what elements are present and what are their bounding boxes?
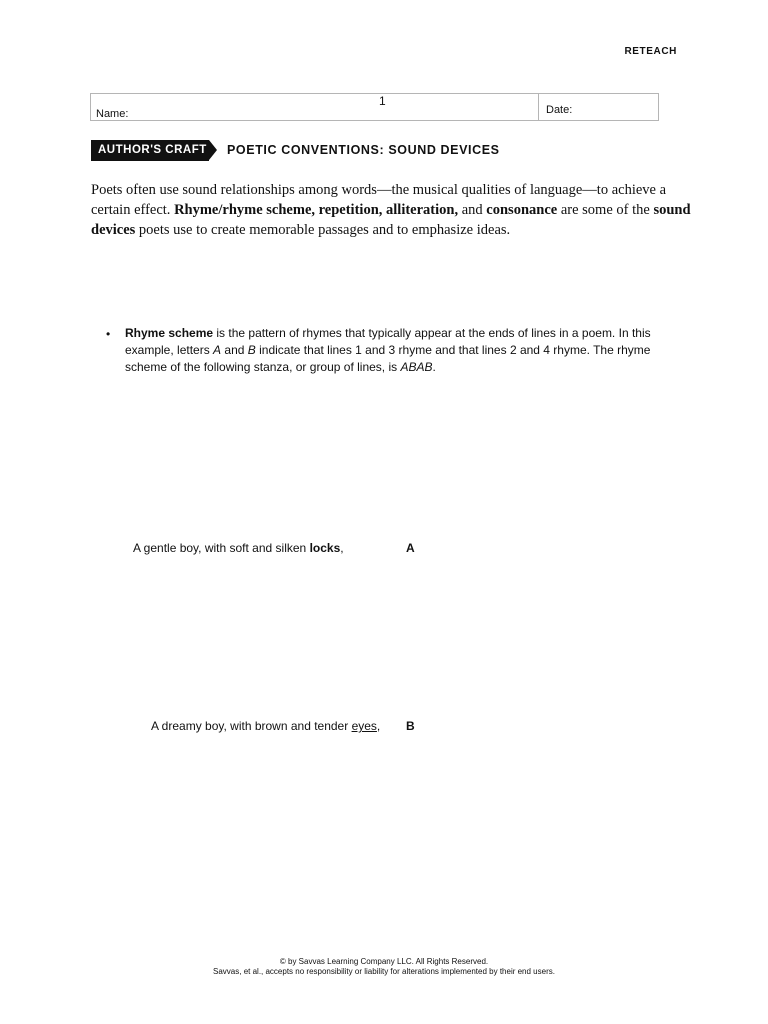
bullet-marker: • xyxy=(106,327,111,341)
stanza-line-2-text: A dreamy boy, with brown and tender xyxy=(151,719,352,733)
stanza-line-2-rhyme-word: eyes xyxy=(351,719,377,733)
intro-text-1: Poets often use sound relationships among words—the musical qualities of language—to achieve a certain effect. xyxy=(91,182,667,218)
rhyme-label-b: B xyxy=(406,719,415,733)
page-number: 1 xyxy=(379,94,386,108)
section-title: POETIC CONVENTIONS: SOUND DEVICES xyxy=(227,143,500,157)
intro-text-4: poets use to create memorable passages and to emphasize ideas. xyxy=(135,222,511,238)
name-date-header xyxy=(90,93,659,121)
stanza-line-2 xyxy=(151,719,380,733)
intro-text-2: and xyxy=(458,202,487,218)
bullet-text-4: . xyxy=(432,360,436,374)
stanza-line-1-text: A gentle boy, with soft and silken xyxy=(133,541,310,555)
stanza-line-2-punct: , xyxy=(376,719,381,733)
bullet-letter-a: A xyxy=(213,343,222,357)
reteach-label: RETEACH xyxy=(624,46,677,57)
copyright-line: © by Savvas Learning Company LLC. All Rights Reserved. xyxy=(279,957,489,966)
date-label: Date: xyxy=(546,104,573,116)
rhyme-scheme-definition xyxy=(125,325,685,376)
craft-tag-arrow-icon xyxy=(209,140,217,160)
stanza-line-1-rhyme-word: locks xyxy=(309,541,341,555)
bullet-text-2: and xyxy=(221,343,248,357)
authors-craft-tag: AUTHOR'S CRAFT xyxy=(91,140,209,161)
name-cell[interactable] xyxy=(91,94,539,120)
rhyme-label-a: A xyxy=(406,541,415,555)
bullet-letter-b: B xyxy=(247,343,256,357)
name-label: Name: xyxy=(96,108,129,120)
bullet-text-3: indicate that lines 1 and 3 rhyme and that lines 2 and 4 rhyme. The rhyme scheme of the following stanza, or group of lines, is xyxy=(125,343,651,374)
bullet-text-1: is the pattern of rhymes that typically appear at the ends of lines in a poem. In this example, letters xyxy=(125,326,651,357)
stanza-line-1 xyxy=(133,541,344,555)
intro-paragraph xyxy=(91,180,691,240)
rhyme-scheme-term: Rhyme scheme xyxy=(125,326,214,340)
stanza-line-1-punct: , xyxy=(340,541,344,555)
disclaimer-line: Savvas, et al., accepts no responsibility or liability for alterations implemented by their end users. xyxy=(213,967,555,976)
intro-bold-devices: Rhyme/rhyme scheme, repetition, alliteration, xyxy=(174,202,459,218)
intro-bold-consonance: consonance xyxy=(486,202,558,218)
intro-bold-sound-devices: sound devices xyxy=(91,202,691,238)
bullet-abab: ABAB xyxy=(400,360,433,374)
intro-text-3: are some of the xyxy=(557,202,654,218)
